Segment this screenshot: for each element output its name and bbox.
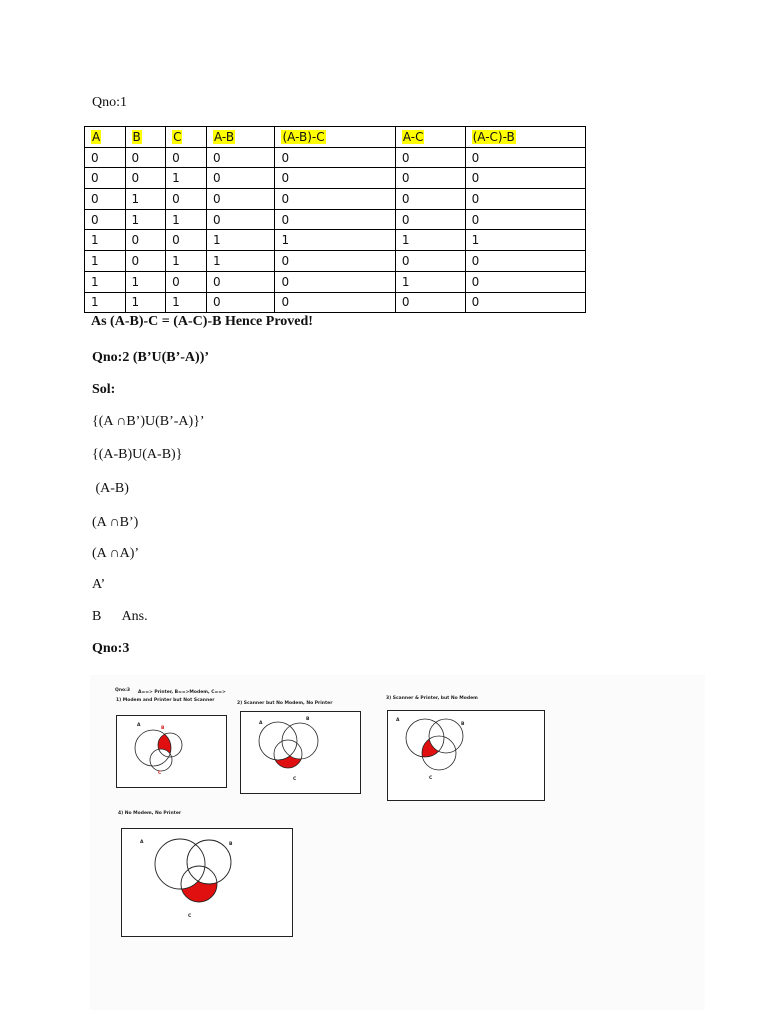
table-cell: 1 <box>275 230 395 251</box>
table-cell: 0 <box>85 168 126 189</box>
solution-step: A’ <box>92 577 106 592</box>
table-cell: 0 <box>395 251 465 272</box>
label-a: A <box>259 721 263 726</box>
q3-heading: Qno:3 <box>92 641 130 656</box>
table-cell: 0 <box>465 292 585 313</box>
table-cell: 1 <box>166 209 207 230</box>
solution-step: (A ∩A)’ <box>92 546 140 561</box>
q2-heading: Qno:2 (B’U(B’-A))’ <box>92 350 210 365</box>
table-cell: 0 <box>125 147 166 168</box>
label-b: B <box>229 842 233 847</box>
q2-sol-label: Sol: <box>92 382 116 397</box>
table-cell: 0 <box>166 230 207 251</box>
panel-4-caption: 4) No Modem, No Printer <box>118 811 182 816</box>
label-c: C <box>293 777 297 782</box>
circle-b <box>429 719 463 753</box>
label-a: A <box>140 840 144 845</box>
table-cell: 0 <box>166 189 207 210</box>
table-cell: 0 <box>85 189 126 210</box>
solution-step: {(A-B)U(A-B)} <box>92 447 183 462</box>
panel-2-caption: 2) Scanner but No Modem, No Printer <box>237 701 333 706</box>
q1-heading: Qno:1 <box>92 95 127 110</box>
table-cell: 0 <box>206 271 274 292</box>
truth-table <box>84 126 586 313</box>
panel-3-caption: 3) Scanner & Printer, but No Modem <box>386 696 478 701</box>
table-cell: 0 <box>275 292 395 313</box>
table-cell: 1 <box>206 230 274 251</box>
table-cell: 0 <box>465 189 585 210</box>
circle-a <box>155 839 205 889</box>
solution-step: B Ans. <box>92 609 148 624</box>
table-row <box>85 292 586 313</box>
column-header: C <box>166 127 207 148</box>
table-cell: 0 <box>85 209 126 230</box>
table-cell: 1 <box>85 271 126 292</box>
table-cell: 0 <box>206 292 274 313</box>
solution-step: {(A ∩B’)U(B’-A)}’ <box>92 414 205 429</box>
label-b: B <box>161 726 165 731</box>
table-cell: 1 <box>85 251 126 272</box>
table-cell: 1 <box>166 292 207 313</box>
table-row <box>85 251 586 272</box>
table-cell: 0 <box>166 147 207 168</box>
table-cell: 1 <box>125 189 166 210</box>
table-cell: 0 <box>465 168 585 189</box>
label-c: C <box>188 914 192 919</box>
table-cell: 0 <box>206 168 274 189</box>
venn-diagram-1 <box>117 716 228 789</box>
panel-1-caption: 1) Modem and Printer but Not Scanner <box>116 698 215 703</box>
highlighted-region <box>117 716 228 789</box>
venn-diagram-figure <box>90 675 705 1010</box>
label-b: B <box>461 722 465 727</box>
venn-panel-4 <box>121 828 293 937</box>
table-cell: 0 <box>465 271 585 292</box>
table-cell: 0 <box>395 147 465 168</box>
table-cell: 0 <box>206 209 274 230</box>
table-cell: 0 <box>275 251 395 272</box>
table-cell: 0 <box>206 189 274 210</box>
table-cell: 0 <box>166 271 207 292</box>
figure-legend: A==> Printer, B==>Modem, C==> <box>138 690 226 695</box>
table-row <box>85 147 586 168</box>
label-c: C <box>429 776 433 781</box>
table-cell: 1 <box>85 230 126 251</box>
venn-panel-2 <box>240 711 361 794</box>
table-cell: 1 <box>85 292 126 313</box>
table-cell: 1 <box>395 230 465 251</box>
table-row <box>85 168 586 189</box>
column-header: (A-C)-B <box>465 127 585 148</box>
table-cell: 0 <box>395 189 465 210</box>
table-cell: 1 <box>465 230 585 251</box>
solution-step: (A ∩B’) <box>92 515 139 530</box>
table-cell: 0 <box>275 189 395 210</box>
table-cell: 1 <box>166 168 207 189</box>
table-cell: 0 <box>275 209 395 230</box>
table-cell: 0 <box>465 251 585 272</box>
truth-table-header-row <box>85 127 586 148</box>
table-cell: 1 <box>125 271 166 292</box>
table-cell: 0 <box>395 292 465 313</box>
label-c: C <box>158 771 162 776</box>
column-header: (A-B)-C <box>275 127 395 148</box>
table-cell: 0 <box>125 168 166 189</box>
table-cell: 0 <box>125 251 166 272</box>
table-cell: 1 <box>125 209 166 230</box>
column-header: A <box>85 127 126 148</box>
column-header: A-B <box>206 127 274 148</box>
venn-diagram-4 <box>122 829 294 938</box>
table-cell: 0 <box>395 209 465 230</box>
figure-title: Qno:3 <box>115 688 131 693</box>
label-a: A <box>137 723 141 728</box>
table-cell: 0 <box>275 147 395 168</box>
venn-diagram-3 <box>388 711 546 802</box>
table-cell: 1 <box>125 292 166 313</box>
label-a: A <box>396 718 400 723</box>
table-cell: 1 <box>395 271 465 292</box>
table-cell: 1 <box>206 251 274 272</box>
table-cell: 0 <box>275 168 395 189</box>
table-cell: 1 <box>166 251 207 272</box>
table-cell: 0 <box>85 147 126 168</box>
table-row <box>85 209 586 230</box>
table-cell: 0 <box>275 271 395 292</box>
table-cell: 0 <box>465 209 585 230</box>
column-header: A-C <box>395 127 465 148</box>
table-row <box>85 189 586 210</box>
solution-step: (A-B) <box>92 481 129 496</box>
venn-panel-3 <box>387 710 545 801</box>
venn-panel-1 <box>116 715 227 788</box>
label-b: B <box>306 717 310 722</box>
table-cell: 0 <box>206 147 274 168</box>
q1-conclusion: As (A-B)-C = (A-C)-B Hence Proved! <box>91 314 313 329</box>
table-row <box>85 230 586 251</box>
column-header: B <box>125 127 166 148</box>
table-cell: 0 <box>395 168 465 189</box>
table-cell: 0 <box>465 147 585 168</box>
table-cell: 0 <box>125 230 166 251</box>
table-row <box>85 271 586 292</box>
